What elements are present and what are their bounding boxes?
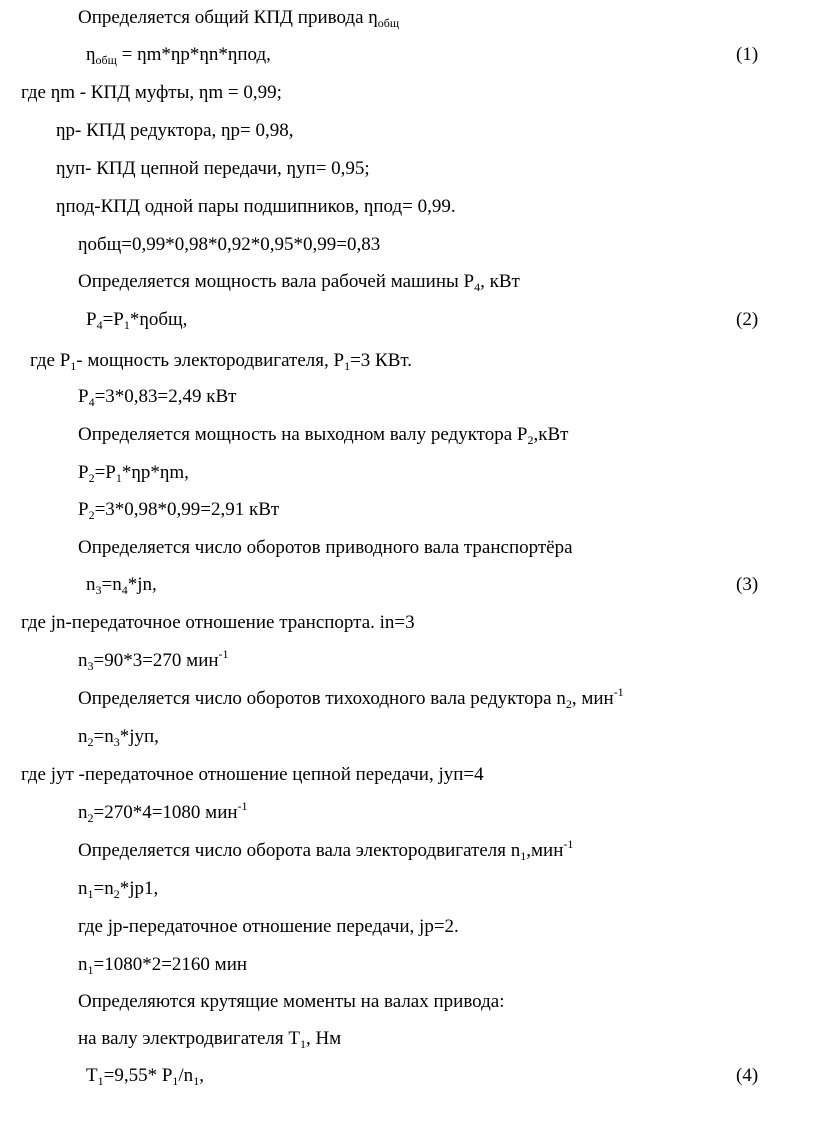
equation-number-3: (3) [736, 574, 759, 595]
subscript: 2 [565, 697, 572, 711]
text-segment: Т [86, 1065, 98, 1086]
equation-number-2: (2) [736, 309, 759, 330]
text-segment: =9,55* Р [103, 1065, 173, 1086]
text-segment: , [199, 1065, 204, 1086]
subscript: 1 [172, 1074, 179, 1088]
text-segment: n [78, 726, 88, 747]
text-segment: Р [78, 462, 89, 483]
text-line-conveyor-speed-heading: Определяется число оборотов приводного вала транспортёра [78, 537, 573, 558]
text-line-power-reducer-calc [78, 499, 280, 522]
text-line-power-machine-heading [78, 271, 520, 294]
equation-number-1: (1) [736, 44, 759, 65]
text-segment: =n [101, 574, 122, 595]
text-line-motor-speed-heading [78, 837, 574, 863]
text-line-reducer-efficiency: ƞр- КПД редуктора, ƞр= 0,98, [56, 120, 294, 141]
subscript: 1 [344, 359, 351, 373]
text-segment: Р [86, 309, 97, 330]
text-segment: = ƞm*ƞp*ƞn*ƞпод, [116, 44, 271, 65]
text-segment: *jуп, [119, 726, 159, 747]
formula-motor-speed [78, 878, 159, 901]
text-segment: Р [78, 499, 89, 520]
text-segment: =90*3=270 мин [93, 650, 219, 671]
text-segment: n [78, 802, 88, 823]
subscript: 1 [520, 849, 527, 863]
text-segment: Определяется число оборотов тихоходного вала редуктора n [78, 688, 566, 709]
formula-motor-torque [86, 1065, 204, 1088]
text-line-efficiency-calc: ƞобщ=0,99*0,98*0,92*0,95*0,99=0,83 [78, 234, 381, 255]
text-segment: Определяется мощность на выходном валу редуктора Р [78, 424, 528, 445]
subscript: 3 [87, 659, 94, 673]
text-segment: Определяется мощность вала рабочей машины Р [78, 271, 475, 292]
subscript: 2 [527, 433, 534, 447]
text-line-conveyor-ratio: где jn-передаточное отношение транспорта. in=3 [21, 612, 415, 633]
text-segment: n [86, 574, 96, 595]
subscript: 1 [193, 1074, 200, 1088]
superscript: -1 [563, 837, 574, 851]
text-line-motor-speed-calc [78, 954, 248, 977]
text-line-low-speed-shaft-heading [78, 685, 624, 711]
text-line-torque-heading: Определяются крутящие моменты на валах привода: [78, 991, 505, 1012]
text-segment: *ƞобщ, [129, 309, 188, 330]
subscript: 1 [70, 359, 77, 373]
subscript: 1 [87, 887, 94, 901]
text-segment: =Р [102, 309, 124, 330]
text-segment: n [78, 650, 88, 671]
formula-low-speed-shaft [78, 726, 159, 749]
text-segment: =3 КВт. [350, 350, 413, 371]
equation-number-4: (4) [736, 1065, 759, 1086]
formula-power-machine [86, 309, 188, 332]
text-segment: ,кВт [533, 424, 569, 445]
text-line-chain-efficiency: ƞуп- КПД цепной передачи, ƞуп= 0,95; [56, 158, 370, 179]
superscript: -1 [237, 799, 248, 813]
subscript: 1 [115, 471, 122, 485]
text-segment: =1080*2=2160 мин [93, 954, 248, 975]
text-line-power-machine-calc [78, 386, 237, 409]
formula-total-efficiency [86, 44, 271, 67]
text-line-motor-power [30, 350, 413, 373]
text-line-power-reducer-heading [78, 424, 569, 447]
subscript: 2 [113, 887, 120, 901]
text-segment: , мин [571, 688, 614, 709]
text-segment: Определяется число оборота вала электородвигателя n [78, 840, 521, 861]
text-line-efficiency-heading [78, 7, 400, 30]
text-segment: Р [78, 386, 89, 407]
text-segment: ,мин [526, 840, 564, 861]
text-segment: =n [93, 878, 114, 899]
subscript: 4 [96, 318, 103, 332]
subscript: 4 [474, 280, 481, 294]
text-line-low-speed-shaft-calc [78, 799, 248, 825]
subscript: 1 [123, 318, 130, 332]
subscript: 2 [88, 471, 95, 485]
text-line-conveyor-speed-calc [78, 647, 229, 673]
text-segment: , Нм [305, 1028, 342, 1049]
text-line-transmission-ratio: где jр-передаточное отношение передачи, jр=2. [78, 916, 459, 937]
subscript: 3 [113, 735, 120, 749]
superscript: -1 [613, 685, 624, 699]
text-segment: =n [93, 726, 114, 747]
text-segment: где Р [30, 350, 71, 371]
subscript: 1 [299, 1037, 306, 1051]
text-line-bearing-efficiency: ƞпод-КПД одной пары подшипников, ƞпод= 0,99. [56, 196, 456, 217]
subscript: 3 [95, 583, 102, 597]
subscript: 1 [87, 963, 94, 977]
formula-power-reducer [78, 462, 189, 485]
text-segment: n [78, 954, 88, 975]
text-segment: =3*0,83=2,49 кВт [94, 386, 237, 407]
subscript: 4 [121, 583, 128, 597]
text-segment: - мощность электородвигателя, Р [76, 350, 345, 371]
text-segment: *jn, [127, 574, 157, 595]
text-segment: =Р [94, 462, 116, 483]
text-segment: n [78, 878, 88, 899]
text-segment: Определяется общий КПД привода ƞ [78, 7, 378, 28]
subscript: 4 [88, 395, 95, 409]
text-line-motor-shaft-torque [78, 1028, 342, 1051]
subscript: 1 [97, 1074, 104, 1088]
subscript: общ [377, 16, 400, 30]
text-segment: =270*4=1080 мин [93, 802, 238, 823]
text-segment: ƞ [86, 44, 96, 65]
text-line-coupling-efficiency: где ƞm - КПД муфты, ƞm = 0,99; [21, 82, 282, 103]
subscript: общ [95, 53, 117, 67]
formula-conveyor-speed [86, 574, 157, 597]
text-segment: , кВт [480, 271, 520, 292]
text-segment: *ƞр*ƞm, [121, 462, 189, 483]
text-segment: =3*0,98*0,99=2,91 кВт [94, 499, 280, 520]
subscript: 2 [88, 508, 95, 522]
subscript: 2 [87, 811, 94, 825]
subscript: 2 [87, 735, 94, 749]
text-line-chain-ratio: где jут -передаточное отношение цепной передачи, jуп=4 [21, 764, 484, 785]
text-segment: *jр1, [119, 878, 159, 899]
superscript: -1 [218, 647, 229, 661]
text-segment: /n [178, 1065, 194, 1086]
text-segment: на валу электродвигателя Т [78, 1028, 300, 1049]
